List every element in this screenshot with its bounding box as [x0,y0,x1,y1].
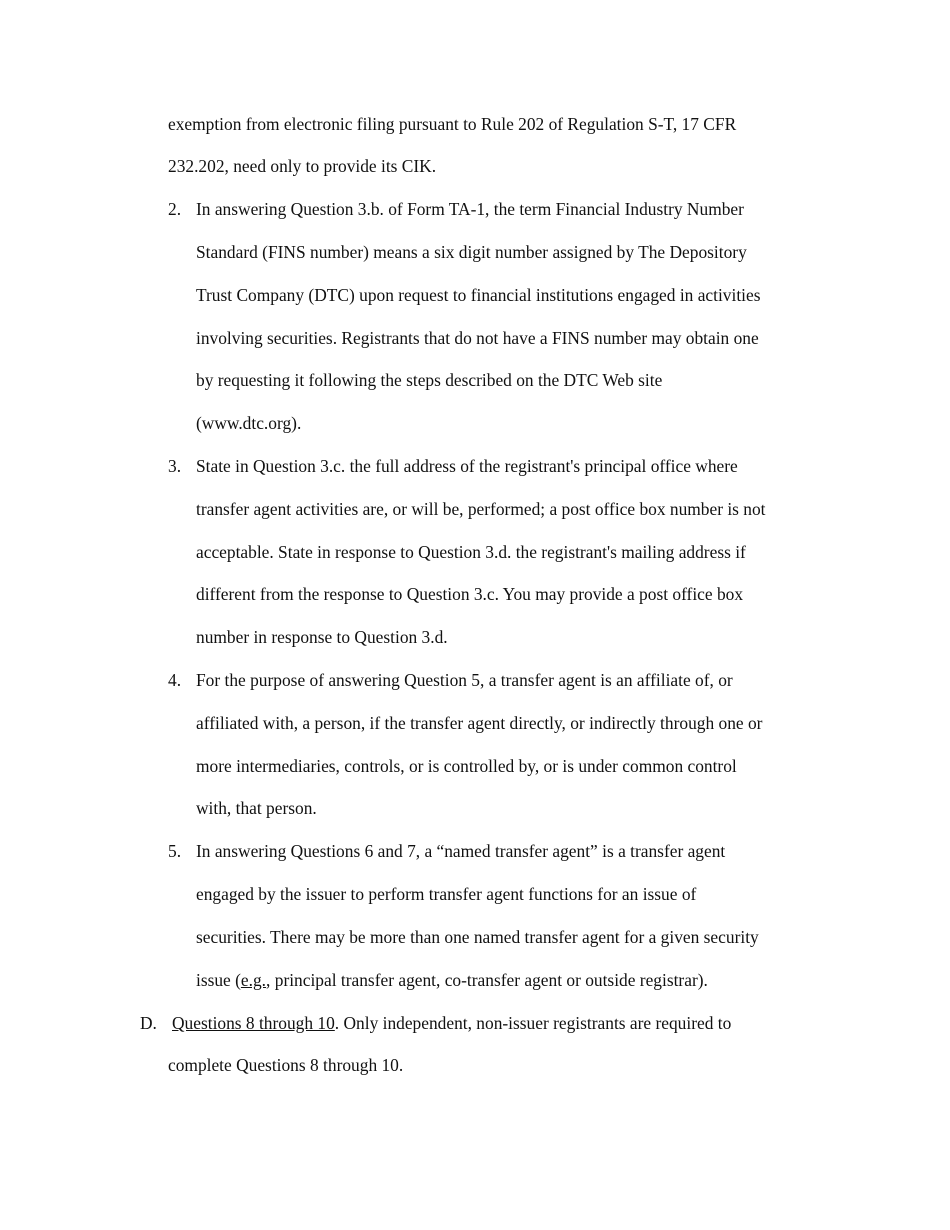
item-3-line-4: different from the response to Question 3.c. You may provide a post office box [196,584,744,604]
item-2-number: 2. [168,199,182,219]
continuation-line-1: exemption from electronic filing pursuant to Rule 202 of Regulation S-T, 17 CFR [168,114,737,134]
item-5-line-2: engaged by the issuer to perform transfer agent functions for an issue of [196,884,697,904]
item-2-line-5: by requesting it following the steps described on the DTC Web site [196,370,663,390]
item-2-line-3: Trust Company (DTC) upon request to financial institutions engaged in activities [196,285,761,305]
item-5-line-4 [196,970,708,990]
item-3-line-3: acceptable. State in response to Question 3.d. the registrant's mailing address if [196,542,746,562]
item-4-line-3: more intermediaries, controls, or is controlled by, or is under common control [196,756,737,776]
item-3-line-5: number in response to Question 3.d. [196,627,448,647]
item-3-line-1: State in Question 3.c. the full address of the registrant's principal office where [196,456,738,476]
item-2-line-2: Standard (FINS number) means a six digit number assigned by The Depository [196,242,747,262]
continuation-line-2: 232.202, need only to provide its CIK. [168,156,437,176]
item-4-line-4: with, that person. [196,798,317,818]
item-4-line-1: For the purpose of answering Question 5, a transfer agent is an affiliate of, or [196,670,733,690]
section-d-letter: D. [140,1013,157,1033]
item-5-line-4-after: , principal transfer agent, co-transfer agent or outside registrar). [266,970,708,990]
section-d-line-1 [172,1013,731,1033]
item-3-line-2: transfer agent activities are, or will be, performed; a post office box number is not [196,499,766,519]
item-4-line-2: affiliated with, a person, if the transfer agent directly, or indirectly through one or [196,713,763,733]
item-2-line-4: involving securities. Registrants that do not have a FINS number may obtain one [196,328,759,348]
item-5-line-3: securities. There may be more than one named transfer agent for a given security [196,927,759,947]
item-3-number: 3. [168,456,182,476]
item-5-line-1: In answering Questions 6 and 7, a “named transfer agent” is a transfer agent [196,841,726,861]
item-2-line-6: (www.dtc.org). [196,413,302,433]
item-2-line-1: In answering Question 3.b. of Form TA-1, the term Financial Industry Number [196,199,744,219]
item-5-number: 5. [168,841,182,861]
section-d-line-2: complete Questions 8 through 10. [168,1055,404,1075]
eg-abbreviation: e.g. [240,970,267,990]
section-d-heading: Questions 8 through 10 [172,1013,335,1033]
item-4-number: 4. [168,670,182,690]
item-5-line-4-before: issue ( [196,970,241,990]
section-d-heading-after: . Only independent, non-issuer registrants are required to [334,1013,732,1033]
